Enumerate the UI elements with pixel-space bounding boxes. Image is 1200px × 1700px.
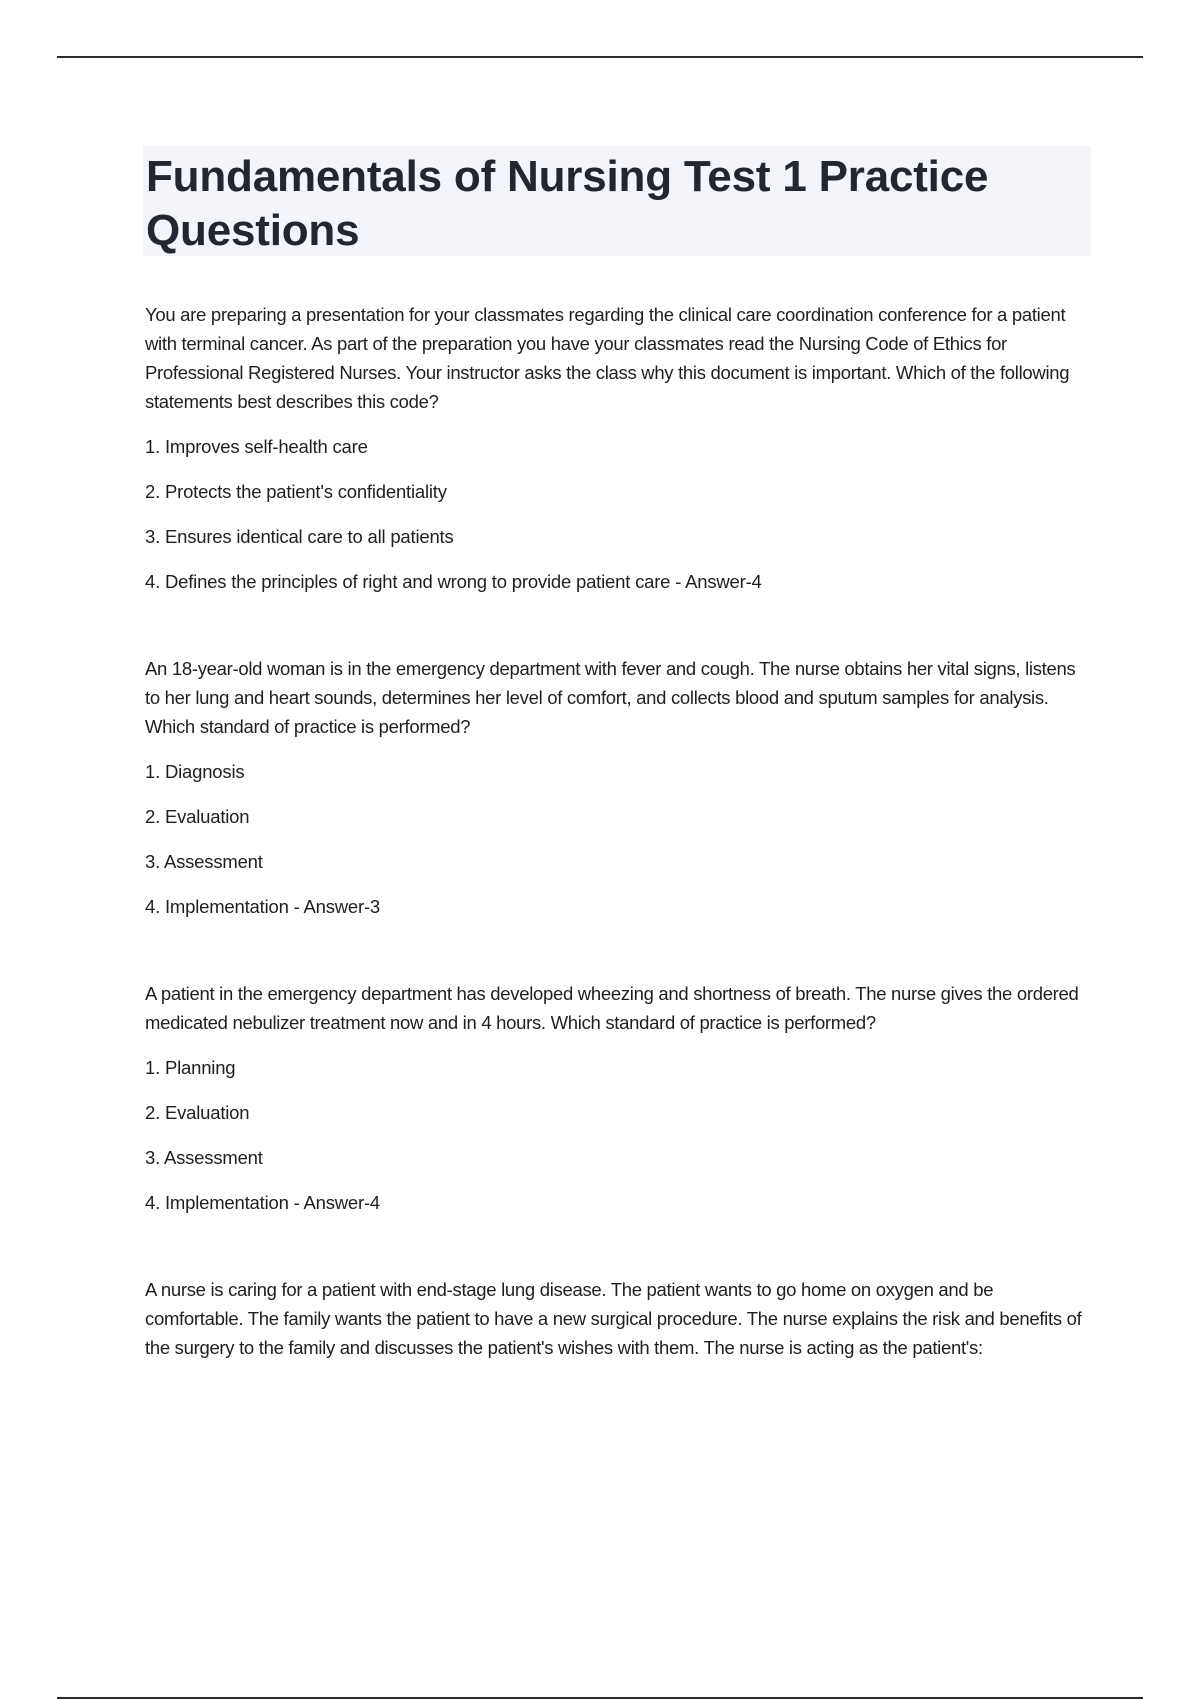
option-item: 1. Improves self-health care	[145, 436, 368, 457]
option-item: 1. Planning	[145, 1057, 236, 1078]
option-item: 3. Assessment	[145, 1147, 263, 1168]
option-item: 3. Ensures identical care to all patients	[145, 526, 454, 547]
page-title: Fundamentals of Nursing Test 1 Practice Questions	[146, 152, 989, 255]
question-list	[145, 300, 1095, 1420]
question-block-1	[145, 300, 1095, 596]
question-text: An 18-year-old woman is in the emergency department with fever and cough. The nurse obtains her vital signs, listens to her lung and heart sounds, determines her level of comfort, and collects blood and sputum samples for analysis. Which standard of practice is performed?	[145, 658, 1076, 737]
option-item-answer: 4. Defines the principles of right and wrong to provide patient care - Answer-4	[145, 571, 762, 592]
question-block-4	[145, 1275, 1095, 1362]
question-block-2	[145, 654, 1095, 921]
question-text: A patient in the emergency department has developed wheezing and shortness of breath. The nurse gives the ordered medicated nebulizer treatment now and in 4 hours. Which standard of practice is performed?	[145, 983, 1079, 1033]
option-item: 2. Evaluation	[145, 806, 250, 827]
question-text: A nurse is caring for a patient with end-stage lung disease. The patient wants to go home on oxygen and be comfortable. The family wants the patient to have a new surgical procedure. The nurse explains the risk and benefits of the surgery to the family and discusses the patient's wishes with them. The nurse is acting as the patient's:	[145, 1279, 1082, 1358]
option-item-answer: 4. Implementation - Answer-3	[145, 896, 381, 917]
option-item: 2. Protects the patient's confidentiality	[145, 481, 447, 502]
question-block-3	[145, 979, 1095, 1217]
option-item-answer: 4. Implementation - Answer-4	[145, 1192, 381, 1213]
option-item: 1. Diagnosis	[145, 761, 245, 782]
option-list	[145, 757, 1095, 921]
title-banner	[143, 146, 1091, 256]
option-list	[145, 1053, 1095, 1217]
option-list	[145, 432, 1095, 596]
header-rule	[57, 56, 1143, 58]
footer-rule	[57, 1697, 1143, 1699]
option-item: 2. Evaluation	[145, 1102, 250, 1123]
option-item: 3. Assessment	[145, 851, 263, 872]
question-text: You are preparing a presentation for your classmates regarding the clinical care coordination conference for a patient with terminal cancer. As part of the preparation you have your classmates read the Nursing Code of Ethics for Professional Registered Nurses. Your instructor asks the class why this document is important. Which of the following statements best describes this code?	[145, 304, 1070, 412]
